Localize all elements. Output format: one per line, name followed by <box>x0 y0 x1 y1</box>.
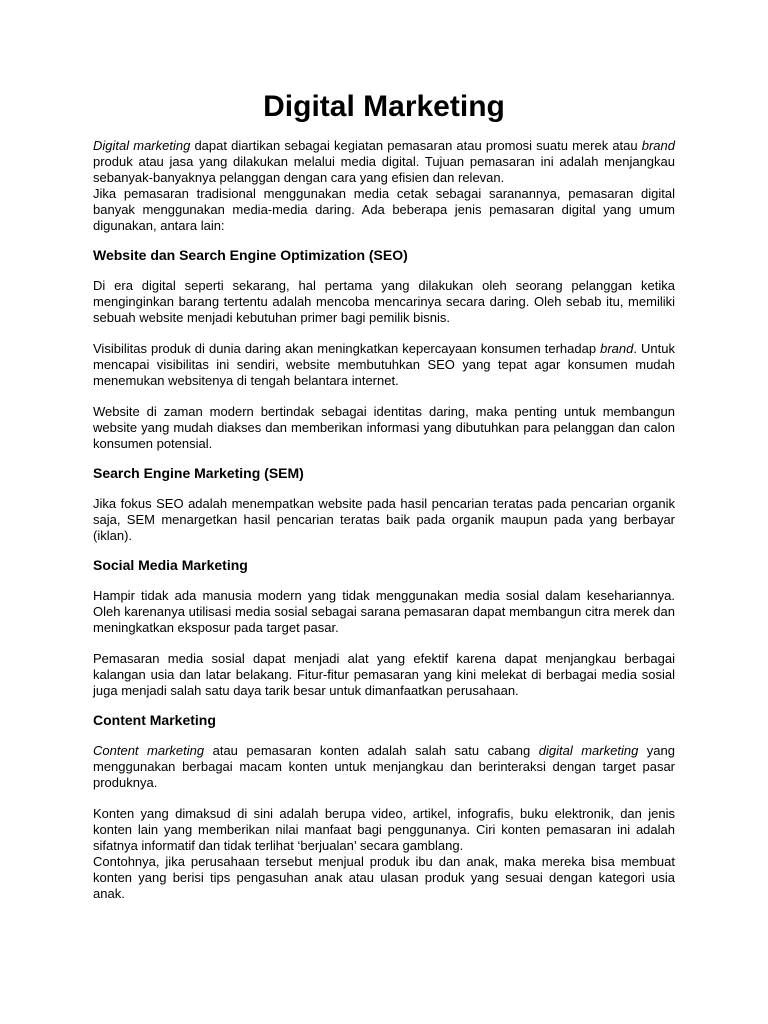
heading-seo: Website dan Search Engine Optimization (SEO) <box>93 247 408 263</box>
heading-sem: Search Engine Marketing (SEM) <box>93 465 304 481</box>
seo-paragraph-2-text-a: Visibilitas produk di dunia daring akan meningkatkan kepercayaan konsumen terhadap <box>93 341 601 356</box>
cm-term-digital-marketing: digital marketing <box>538 743 639 758</box>
heading-social-media-marketing: Social Media Marketing <box>93 557 248 573</box>
cm-paragraph-2: Konten yang dimaksud di sini adalah berupa video, artikel, infografis, buku elektronik, dan jenis konten lain yang memberikan nilai manfaat bagi penggunanya. Ciri konten pemasaran ini adalah sifatnya informatif dan tidak terlihat ‘berjualan’ secara gamblang. <box>93 806 675 853</box>
cm-term-content-marketing: Content marketing <box>93 743 205 758</box>
heading-content-marketing: Content Marketing <box>93 712 216 728</box>
seo-paragraph-2-text-b: . Untuk mencapai visibilitas ini sendiri, website membutuhkan SEO yang tepat agar konsumen mudah menemukan websitenya di tengah belantara internet. <box>93 341 675 388</box>
document-title: Digital Marketing <box>263 90 505 123</box>
seo-paragraph-2 <box>93 341 675 389</box>
cm-paragraph-1-text-a: atau pemasaran konten adalah salah satu cabang <box>204 743 539 758</box>
intro-text-1: dapat diartikan sebagai kegiatan pemasaran atau promosi suatu merek atau <box>190 138 642 153</box>
cm-paragraph-1 <box>93 743 675 791</box>
intro-text-2: produk atau jasa yang dilakukan melalui media digital. Tujuan pemasaran ini adalah menjangkau sebanyak-banyaknya pelanggan dengan cara yang efisien dan relevan. <box>93 154 675 185</box>
cm-paragraph-1-text-b: yang menggunakan berbagai macam konten untuk menjangkau dan berinteraksi dengan target pasar produknya. <box>93 743 675 790</box>
document-body <box>93 138 675 902</box>
sem-paragraph-1: Jika fokus SEO adalah menempatkan website pada hasil pencarian teratas pada pencarian organik saja, SEM menargetkan hasil pencarian teratas baik pada organik maupun pada yang berbayar (iklan). <box>93 496 675 543</box>
intro-term-digital-marketing: Digital marketing <box>93 138 191 153</box>
intro-paragraph-2: Jika pemasaran tradisional menggunakan media cetak sebagai saranannya, pemasaran digital banyak menggunakan media-media daring. Ada beberapa jenis pemasaran digital yang umum digunakan, antara lain: <box>93 186 675 233</box>
seo-paragraph-3: Website di zaman modern bertindak sebagai identitas daring, maka penting untuk membangun website yang mudah diakses dan memberikan informasi yang dibutuhkan para pelanggan dan calon konsumen potensial. <box>93 404 675 451</box>
seo-paragraph-1: Di era digital seperti sekarang, hal pertama yang dilakukan oleh seorang pelanggan ketika menginginkan barang tertentu adalah mencoba mencarinya secara daring. Oleh sebab itu, memiliki sebuah website menjadi kebutuhan primer bagi pemilik bisnis. <box>93 278 675 325</box>
smm-paragraph-2: Pemasaran media sosial dapat menjadi alat yang efektif karena dapat menjangkau berbagai kalangan usia dan latar belakang. Fitur-fitur pemasaran yang kini melekat di berbagai media sosial juga menjadi salah satu daya tarik besar untuk dimanfaatkan perusahaan. <box>93 651 675 698</box>
intro-term-brand: brand <box>641 138 675 153</box>
smm-paragraph-1: Hampir tidak ada manusia modern yang tidak menggunakan media sosial dalam kesehariannya. Oleh karenanya utilisasi media sosial sebagai sarana pemasaran dapat membangun citra merek dan meningkatkan eksposur pada target pasar. <box>93 588 675 635</box>
seo-term-brand: brand <box>600 341 634 356</box>
cm-paragraph-3: Contohnya, jika perusahaan tersebut menjual produk ibu dan anak, maka mereka bisa membuat konten yang berisi tips pengasuhan anak atau ulasan produk yang sesuai dengan kategori usia anak. <box>93 854 675 901</box>
intro-paragraph <box>93 138 675 186</box>
